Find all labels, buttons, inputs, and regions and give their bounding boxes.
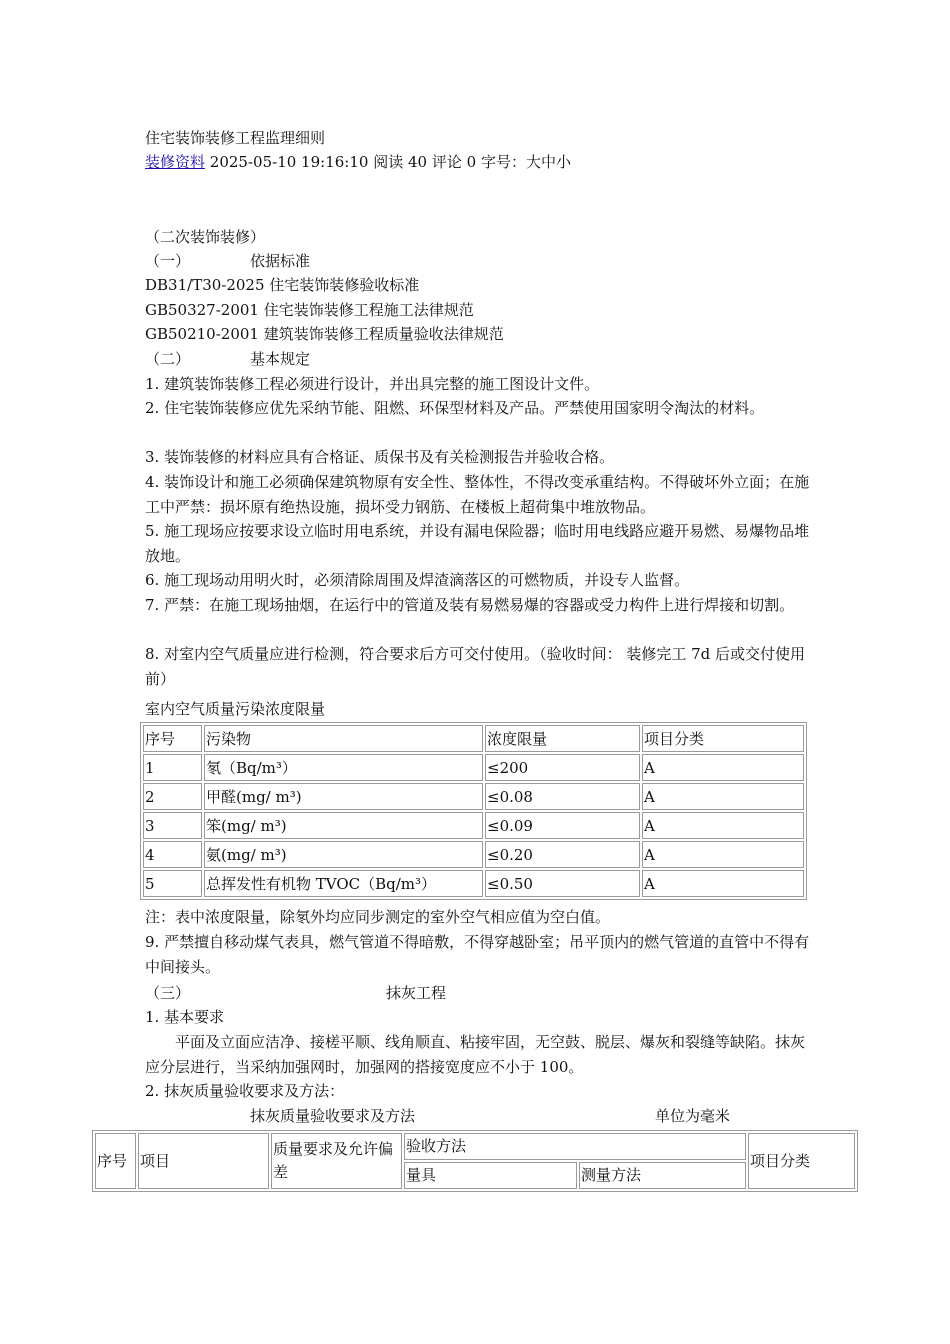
table-cell: ≤0.20 — [485, 841, 640, 868]
plaster-item: 1. 基本要求 — [145, 1008, 225, 1026]
table-header-row — [143, 725, 804, 752]
table-cell: 2 — [143, 783, 202, 810]
header-cell: 项目分类 — [642, 725, 804, 752]
table-caption: 室内空气质量污染浓度限量 — [145, 700, 326, 718]
rule-item: 7. 严禁：在施工现场抽烟，在运行中的管道及装有易燃易爆的容器或受力构件上进行焊接和切割。 — [145, 596, 795, 614]
plaster-text: 平面及立面应洁净、接槎平顺、线角顺直、粘接牢固，无空鼓、脱层、爆灰和裂缝等缺陷。抹灰应分层进行，当采纳加强网时，加强网的搭接宽度应不小于 100。 — [145, 1033, 806, 1076]
doc-meta — [145, 150, 810, 175]
table-cell: ≤0.50 — [485, 870, 640, 897]
section-heading-3 — [145, 981, 810, 1006]
header-cell: 测量方法 — [579, 1162, 746, 1189]
table-row — [143, 812, 804, 839]
table-cell: 氡（Bq/m³） — [204, 754, 483, 781]
header-cell: 质量要求及允许偏差 — [271, 1133, 402, 1189]
section-heading-1 — [145, 249, 810, 274]
table-cell: ≤0.08 — [485, 783, 640, 810]
header-cell: 浓度限量 — [485, 725, 640, 752]
header-cell: 污染物 — [204, 725, 483, 752]
table-cell: 3 — [143, 812, 202, 839]
table-cell: ≤200 — [485, 754, 640, 781]
table-row — [143, 870, 804, 897]
font-size-small-button[interactable]: 小 — [555, 153, 571, 171]
plaster-item: 2. 抹灰质量验收要求及方法： — [145, 1082, 345, 1100]
header-cell: 量具 — [404, 1162, 577, 1189]
table-cell: 5 — [143, 870, 202, 897]
table-cell: A — [642, 841, 804, 868]
standard-item: GB50327-2001 住宅装饰装修工程施工法律规范 — [145, 301, 474, 319]
table-row — [143, 754, 804, 781]
font-size-label: 字号： — [480, 153, 526, 171]
table-cell: A — [642, 783, 804, 810]
table-cell: 4 — [143, 841, 202, 868]
section-title: 抹灰工程 — [386, 984, 447, 1002]
plaster-table-caption: 抹灰质量验收要求及方法 — [250, 1107, 416, 1125]
section-number: （一） — [145, 252, 191, 270]
table-cell: A — [642, 812, 804, 839]
table-cell: 1 — [143, 754, 202, 781]
section-title: 基本规定 — [250, 350, 311, 368]
table-header-row — [95, 1133, 855, 1160]
font-size-medium-button[interactable]: 中 — [540, 153, 556, 171]
rule-item: 8. 对室内空气质量应进行检测，符合要求后方可交付使用。（验收时间： 装修完工 7d 后或交付使用前） — [145, 645, 806, 688]
table-cell: ≤0.09 — [485, 812, 640, 839]
table-cell: 笨(mg/ m³) — [204, 812, 483, 839]
table-cell: A — [642, 754, 804, 781]
plaster-acceptance-table — [92, 1130, 858, 1192]
font-size-large-button[interactable]: 大 — [525, 153, 541, 171]
header-cell: 序号 — [143, 725, 202, 752]
doc-title: 住宅装饰装修工程监理细则 — [145, 129, 326, 147]
table-note: 注：表中浓度限量，除氡外均应同步测定的室外空气相应值为空白值。 — [145, 908, 611, 926]
table-cell: A — [642, 870, 804, 897]
table-row — [143, 841, 804, 868]
rule-item: 4. 装饰设计和施工必须确保建筑物原有安全性、整体性，不得改变承重结构。不得破坏外立面；在施工中严禁：损坏原有绝热设施，损坏受力钢筋、在楼板上超荷集中堆放物品。 — [145, 473, 810, 516]
standard-item: GB50210-2001 建筑装饰装修工程质量验收法律规范 — [145, 325, 504, 343]
header-cell: 项目分类 — [748, 1133, 855, 1189]
table-cell: 氨(mg/ m³) — [204, 841, 483, 868]
header-cell: 项目 — [138, 1133, 269, 1189]
section-number: （二） — [145, 350, 191, 368]
standard-item: DB31/T30-2025 住宅装饰装修验收标准 — [145, 276, 420, 294]
rule-item: 2. 住宅装饰装修应优先采纳节能、阻燃、环保型材料及产品。严禁使用国家明令淘汰的材料。 — [145, 399, 765, 417]
table-cell: 总挥发性有机物 TVOC（Bq/m³） — [204, 870, 483, 897]
table-cell: 甲醛(mg/ m³) — [204, 783, 483, 810]
header-cell: 序号 — [95, 1133, 136, 1189]
read-count: 阅读 40 — [373, 153, 428, 171]
rule-item: 1. 建筑装饰装修工程必须进行设计，并出具完整的施工图设计文件。 — [145, 375, 600, 393]
rule-item: 3. 装饰装修的材料应具有合格证、质保书及有关检测报告并验收合格。 — [145, 448, 615, 466]
table-row — [143, 783, 804, 810]
comment-count: 评论 0 — [431, 153, 477, 171]
unit-label: 单位为毫米 — [655, 1107, 731, 1125]
header-cell: 验收方法 — [404, 1133, 746, 1160]
section-heading-2 — [145, 347, 810, 372]
rule-item: 5. 施工现场应按要求设立临时用电系统，并设有漏电保险器；临时用电线路应避开易燃、易爆物品堆放地。 — [145, 522, 810, 565]
doc-subtitle: （二次装饰装修） — [145, 228, 266, 246]
section-number: （三） — [145, 984, 191, 1002]
pollution-limit-table — [140, 722, 807, 900]
rule-item: 6. 施工现场动用明火时，必须清除周围及焊渣滴落区的可燃物质，并设专人监督。 — [145, 571, 690, 589]
section-title: 依据标准 — [250, 252, 311, 270]
category-link[interactable]: 装修资料 — [145, 153, 206, 171]
rule-item: 9. 严禁擅自移动煤气表具，燃气管道不得暗敷，不得穿越卧室；吊平顶内的燃气管道的直管中不得有中间接头。 — [145, 933, 810, 976]
post-datetime: 2025-05-10 19:16:10 — [209, 153, 369, 171]
